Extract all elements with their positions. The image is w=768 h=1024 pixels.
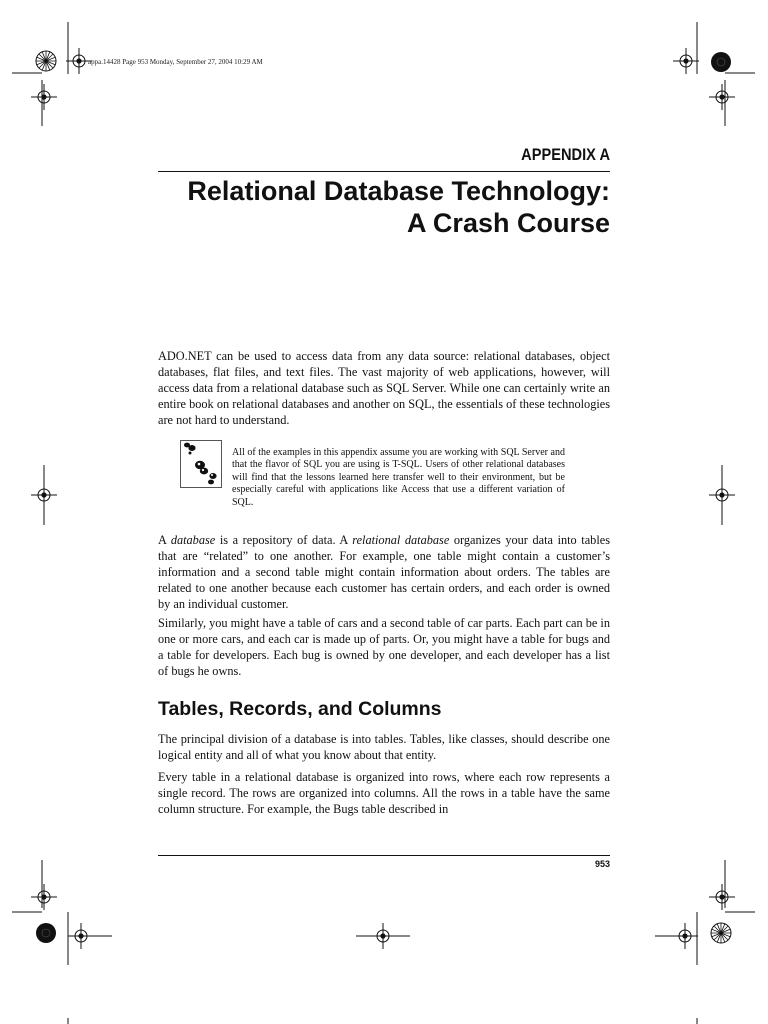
print-slug-header: appa.14428 Page 953 Monday, September 27, 2004 10:29 AM xyxy=(88,58,263,66)
rows-paragraph: Every table in a relational database is organized into rows, where each row represents a single record. The rows are organized into columns. All the rows in a table have the same column structure. For example, the Bugs table described in xyxy=(158,770,610,816)
database-def-part-1: A xyxy=(158,533,171,547)
database-definition-paragraph xyxy=(158,532,610,612)
chapter-title xyxy=(158,175,610,239)
registration-mark-icon xyxy=(31,884,57,910)
bug-note-icon xyxy=(181,441,221,487)
registration-mark-icon xyxy=(709,884,735,910)
database-def-part-3: organizes your data into tables that are “related” to one another. For example, one table might contain a customer’s information and a second table might contain information about orders. The tables are related to one another because each customer has certain orders, and each order is owned by an individual customer. xyxy=(158,533,610,611)
title-rule xyxy=(158,171,610,172)
starburst-target-icon xyxy=(711,923,731,943)
page-number: 953 xyxy=(594,859,610,869)
note-text: All of the examples in this appendix assume you are working with SQL Server and that the flavor of SQL you are using is T-SQL. Users of other relational databases will find that the lessons learned here transfer well to their environment, but be especially careful with applications like Access that use a different variation of SQL. xyxy=(232,447,565,508)
database-def-part-2: is a repository of data. A xyxy=(215,533,353,547)
footer-rule xyxy=(158,855,610,856)
registration-mark-icon xyxy=(709,84,735,110)
chapter-title-line-1: Relational Database Technology: xyxy=(187,176,610,206)
crop-mark-top-left xyxy=(12,22,68,126)
chapter-title-line-2: A Crash Course xyxy=(406,208,610,238)
registration-mark-icon xyxy=(31,84,57,110)
intro-paragraph: ADO.NET can be used to access data from any data source: relational databases, object databases, flat files, and text files. The vast majority of web applications, however, will access data from a relational database such as SQL Server. While one can certainly write an entire book on relational databases and another on SQL, the essentials of these technologies are not hard to understand. xyxy=(158,349,610,427)
term-relational-database: relational database xyxy=(352,533,450,547)
crop-mark-bottom-left xyxy=(12,860,68,965)
crop-mark-bottom-right xyxy=(697,860,755,965)
similarly-paragraph: Similarly, you might have a table of cars and a second table of car parts. Each part can be in one or more cars, and each car is made up of parts. Or, you might have a table for bugs and a table for developers. Each bug is owned by one developer, and each developer has a list of bugs he owns. xyxy=(158,616,610,678)
division-paragraph: The principal division of a database is into tables. Tables, like classes, should describe one logical entity and all of what you know about that entity. xyxy=(158,732,610,762)
section-heading: Tables, Records, and Columns xyxy=(158,698,442,720)
black-dot-icon xyxy=(36,923,56,943)
crop-mark-top-right xyxy=(697,22,755,126)
term-database: database xyxy=(170,533,216,547)
black-dot-icon xyxy=(711,52,731,72)
note-box xyxy=(180,440,222,488)
appendix-label: APPENDIX A xyxy=(521,145,610,164)
registration-mark-icon xyxy=(673,48,699,74)
starburst-target-icon xyxy=(36,51,56,71)
